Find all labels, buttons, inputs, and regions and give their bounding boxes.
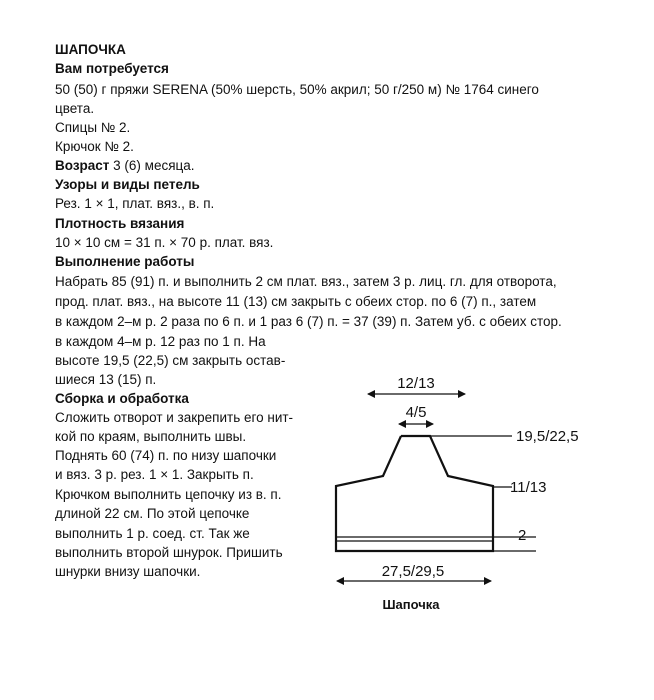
gauge-text: 10 × 10 см = 31 п. × 70 р. плат. вяз. [55, 235, 274, 250]
assembly-line: выполнить 1 р. соед. ст. Так же [55, 526, 250, 541]
assembly-line: шнурки внизу шапочки. [55, 564, 201, 579]
assembly-line: Поднять 60 (74) п. по низу шапочки [55, 448, 277, 463]
patterns-text: Рез. 1 × 1, плат. вяз., в. п. [55, 196, 215, 211]
requirements-heading: Вам потребуется [55, 61, 169, 76]
yarn-line-1: 50 (50) г пряжи SERENA (50% шерсть, 50% акрил; 50 г/250 м) № 1764 синего [55, 82, 539, 97]
assembly-line: кой по краям, выполнить швы. [55, 429, 247, 444]
assembly-line: Крючком выполнить цепочку из в. п. [55, 487, 282, 502]
assembly-heading: Сборка и обработка [55, 391, 189, 406]
page-title: ШАПОЧКА [55, 42, 126, 57]
assembly-line: длиной 22 см. По этой цепочке [55, 506, 250, 521]
dim-total-height-label: 19,5/22,5 [516, 428, 579, 445]
dim-width-label: 27,5/29,5 [381, 563, 445, 580]
work-line: в каждом 2–м р. 2 раза по 6 п. и 1 раз 6 (7) п. = 37 (39) п. Затем уб. с обеих стор. [55, 314, 562, 329]
work-heading: Выполнение работы [55, 254, 195, 269]
needles-text: Спицы № 2. [55, 120, 131, 135]
hook-text: Крючок № 2. [55, 139, 134, 154]
work-line: Набрать 85 (91) п. и выполнить 2 см плат. вяз., затем 3 р. лиц. гл. для отворота, [55, 274, 557, 289]
yarn-line-2: цвета. [55, 101, 95, 116]
work-line: прод. плат. вяз., на высоте 11 (13) см закрыть с обеих стор. по 6 (7) п., затем [55, 294, 537, 309]
work-line: высоте 19,5 (22,5) см закрыть остав- [55, 353, 286, 368]
diagram-caption: Шапочка [382, 597, 440, 612]
gauge-heading: Плотность вязания [55, 216, 185, 231]
assembly-line: Сложить отворот и закрепить его нит- [55, 410, 294, 425]
work-line: в каждом 4–м р. 12 раз по 1 п. На [55, 334, 266, 349]
assembly-line: и вяз. 3 р. рез. 1 × 1. Закрыть п. [55, 467, 254, 482]
dim-top-label: 12/13 [397, 375, 435, 392]
patterns-heading: Узоры и виды петель [55, 177, 200, 192]
dim-side-height-label: 11/13 [510, 479, 547, 496]
assembly-line: выполнить второй шнурок. Пришить [55, 545, 283, 560]
dim-crown-label: 4/5 [405, 404, 427, 421]
work-line: шиеся 13 (15) п. [55, 372, 157, 387]
dim-cuff-label: 2 [518, 527, 527, 544]
hat-outline [336, 436, 493, 551]
age-value: 3 (6) месяца. [109, 158, 195, 173]
age-label: Возраст [55, 158, 110, 173]
